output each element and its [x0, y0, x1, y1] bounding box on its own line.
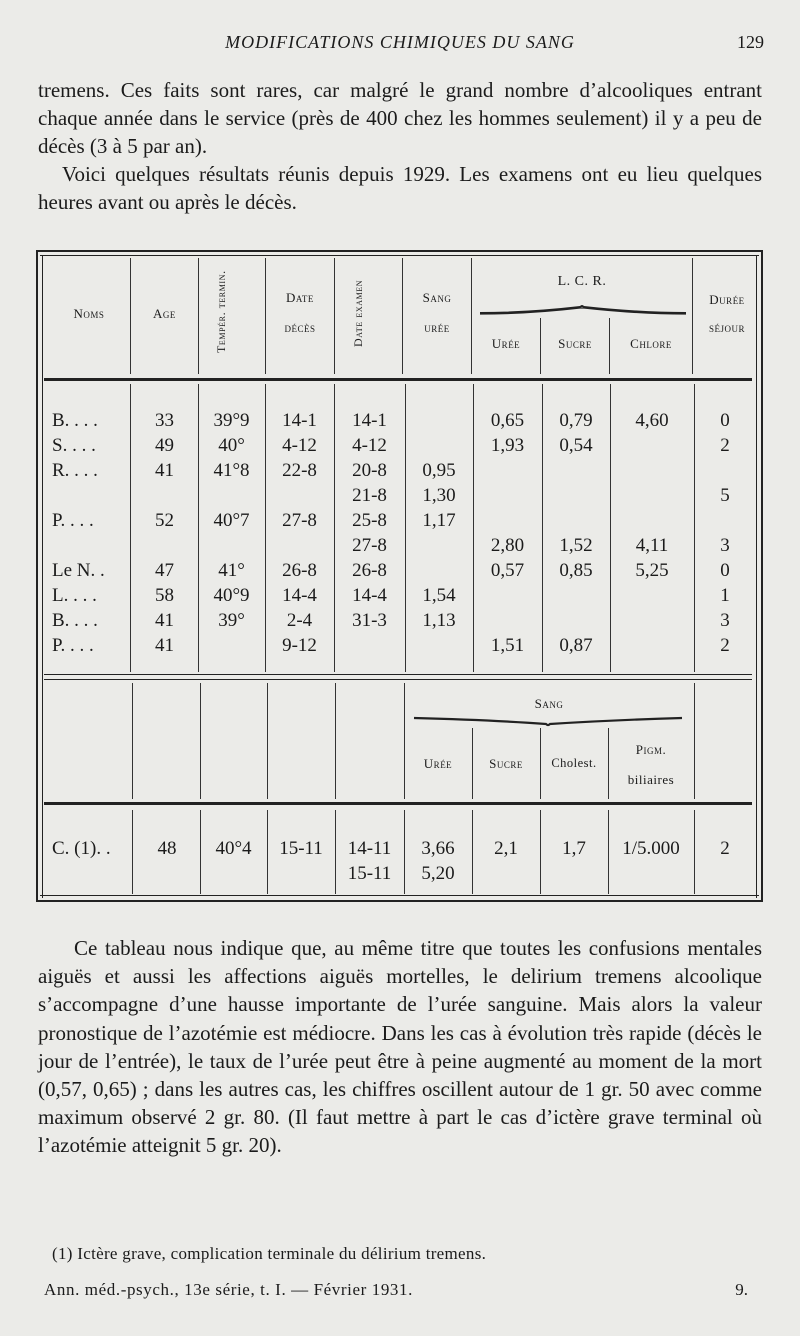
footnote: (1) Ictère grave, complication terminale du délirium tremens.: [52, 1244, 487, 1263]
cell-uree: 0,65: [490, 410, 525, 431]
cell-temp: 39°9: [213, 410, 250, 431]
row2-temp: 40°4: [215, 838, 252, 859]
row2-uree-2: 5,20: [421, 863, 455, 884]
cell-duree: 3: [720, 535, 730, 556]
table-border-top: [36, 250, 763, 252]
cell-sang: 1,30: [422, 485, 456, 506]
col-line: [694, 683, 695, 799]
col-line: [265, 258, 266, 374]
cell-deces: 27-8: [282, 510, 317, 531]
page-header: [0, 28, 800, 58]
header-lcr-chlore: Chlore: [630, 336, 672, 351]
col-line: [402, 258, 403, 374]
header-duree-1: Durée: [709, 292, 745, 307]
row2-deces: 15-11: [279, 838, 323, 859]
cell-age: 58: [155, 585, 174, 606]
cell-uree: 2,80: [490, 535, 525, 556]
col-line: [692, 258, 693, 374]
row2-duree: 2: [720, 838, 730, 859]
col-line: [608, 728, 609, 799]
cell-uree: 0,57: [490, 560, 525, 581]
header-sang-1: Sang: [422, 290, 452, 305]
table-border-left: [36, 250, 38, 902]
paragraph-intro: tremens. Ces faits sont rares, car malgré le grand nombre d’alcooliques entrant chaque année dans le service (près de 400 chez les hommes seulement) il y a peu de décès (3 à 5 par an).: [38, 78, 762, 158]
cell-duree: 2: [720, 435, 730, 456]
cell-duree: 2: [720, 635, 730, 656]
col-line: [334, 258, 335, 374]
cell-temp: 41°8: [213, 460, 250, 481]
cell-nom: Le N. .: [52, 560, 105, 581]
header-lcr: L. C. R.: [557, 274, 607, 289]
cell-chlore: 5,25: [635, 560, 669, 581]
footer-citation: Ann. méd.-psych., 13e série, t. I. — Février 1931.: [44, 1280, 413, 1299]
col-line: [335, 683, 336, 799]
cell-age: 41: [155, 635, 174, 656]
table-border-top-inner: [40, 255, 759, 256]
cell-examen: 14-4: [352, 585, 387, 606]
cell-examen: 20-8: [352, 460, 387, 481]
row2-pigm: 1/5.000: [622, 838, 680, 859]
cell-sucre: 0,54: [559, 435, 593, 456]
paragraph-conclusion: Ce tableau nous indique que, au même titre que toutes les confusions mentales aiguës et aussi les affections aiguës mortelles, le delirium tremens alcoolique s’accompagne d’une hausse importante de l’urée sanguine. Mais alors la valeur pronostique de l’azotémie est médiocre. Dans les cas à évolution très rapide (décès le jour de l’entrée), le taux de l’urée peut être à peine augmenté au moment de la mort (0,57, 0,65) ; dans les autres cas, les chiffres oscillent autour de 1 gr. 50 avec comme maximum observé 2 gr. 80. (Il faut mettre à part le cas d’ictère grave terminal où l’azotémie atteignit 5 gr. 20).: [38, 936, 762, 1158]
table-border-right: [761, 250, 763, 902]
row2-cholest: 1,7: [562, 838, 586, 859]
cell-age: 49: [155, 435, 174, 456]
cell-sucre: 0,87: [559, 635, 593, 656]
cell-nom: P. . . .: [52, 510, 94, 531]
header2-sang: Sang: [534, 696, 564, 711]
cell-nom: L. . . .: [52, 585, 97, 606]
cell-deces: 22-8: [282, 460, 317, 481]
cell-examen: 21-8: [352, 485, 387, 506]
cell-examen: 14-1: [352, 410, 387, 431]
cell-duree: 5: [720, 485, 730, 506]
cell-chlore: 4,60: [635, 410, 669, 431]
header2-sucre: Sucre: [489, 756, 523, 771]
sang-brace: [412, 712, 684, 728]
header2-uree: Urée: [423, 756, 453, 771]
header-lcr-uree: Urée: [491, 336, 521, 351]
row2-uree-1: 3,66: [421, 838, 455, 859]
row2-nom: C. (1). .: [52, 838, 111, 859]
col-line: [132, 810, 133, 894]
cell-nom: P. . . .: [52, 635, 94, 656]
col-line: [132, 683, 133, 799]
cell-temp: 41°: [218, 560, 245, 581]
section-separator-1: [44, 674, 752, 675]
row2-examen-1: 14-11: [347, 838, 392, 859]
cell-examen: 4-12: [352, 435, 387, 456]
section-separator-2: [44, 679, 752, 680]
cell-duree: 0: [720, 560, 730, 581]
cell-nom: S. . . .: [52, 435, 96, 456]
table-border-bottom-inner: [40, 895, 759, 896]
header-date-deces-2: décès: [284, 320, 316, 335]
header2-cholest: Cholest.: [551, 756, 597, 770]
cell-examen: 27-8: [352, 535, 387, 556]
cell-sucre: 0,85: [559, 560, 593, 581]
row2-examen-2: 15-11: [347, 863, 392, 884]
col-line: [267, 683, 268, 799]
col-line: [200, 683, 201, 799]
cell-duree: 0: [720, 410, 730, 431]
header-duree-2: séjour: [708, 320, 745, 335]
lcr-brace: [478, 304, 688, 318]
cell-age: 52: [155, 510, 174, 531]
cell-deces: 9-12: [282, 635, 317, 656]
header2-pigm-2: biliaires: [627, 772, 675, 787]
cell-deces: 14-4: [282, 585, 317, 606]
header-sang-2: urée: [424, 320, 450, 335]
table-border-right-inner: [756, 255, 757, 898]
cell-sucre: 0,79: [559, 410, 593, 431]
cell-temp: 39°: [218, 610, 245, 631]
header-lcr-sucre: Sucre: [558, 336, 592, 351]
footer-signature: 9.: [735, 1280, 748, 1299]
cell-examen: 25-8: [352, 510, 387, 531]
cell-deces: 14-1: [282, 410, 317, 431]
cell-uree: 1,51: [490, 635, 525, 656]
cell-examen: 31-3: [352, 610, 387, 631]
header-temperature: Tempér. termin.: [214, 270, 228, 354]
running-title: MODIFICATIONS CHIMIQUES DU SANG: [225, 32, 575, 52]
cell-duree: 3: [720, 610, 730, 631]
cell-sucre: 1,52: [559, 535, 593, 556]
header2-separator: [44, 802, 752, 805]
page-number: 129: [737, 32, 764, 52]
cell-temp: 40°7: [213, 510, 250, 531]
cell-duree: 1: [720, 585, 730, 606]
table-border-left-inner: [42, 255, 43, 898]
cell-age: 41: [155, 460, 174, 481]
header-noms: Noms: [73, 306, 105, 321]
cell-age: 47: [155, 560, 174, 581]
cell-temp: 40°9: [213, 585, 250, 606]
col-line: [198, 258, 199, 374]
cell-nom: B. . . .: [52, 410, 98, 431]
header2-pigm-1: Pigm.: [635, 742, 667, 757]
cell-uree: 1,93: [490, 435, 525, 456]
cell-nom: B. . . .: [52, 610, 98, 631]
cell-deces: 2-4: [286, 610, 313, 631]
cell-deces: 26-8: [282, 560, 317, 581]
cell-sang: 1,13: [422, 610, 456, 631]
header-separator: [44, 378, 752, 381]
cell-examen: 26-8: [352, 560, 387, 581]
header-date-deces-1: Date: [286, 290, 314, 305]
cell-sang: 0,95: [422, 460, 456, 481]
cell-deces: 4-12: [282, 435, 317, 456]
header-date-examen: Date examen: [351, 279, 365, 347]
cell-age: 33: [155, 410, 174, 431]
cell-age: 41: [155, 610, 174, 631]
cell-chlore: 4,11: [635, 535, 669, 556]
cell-nom: R. . . .: [52, 460, 98, 481]
row2-sucre: 2,1: [494, 838, 518, 859]
cell-sang: 1,17: [422, 510, 456, 531]
header-age: Age: [153, 306, 176, 321]
paragraph-results: Voici quelques résultats réunis depuis 1929. Les examens ont eu lieu quelques heures avant ou après le décès.: [38, 162, 762, 214]
row2-age: 48: [157, 838, 177, 859]
cell-sang: 1,54: [422, 585, 456, 606]
table-border-bottom: [36, 900, 763, 902]
cell-temp: 40°: [218, 435, 245, 456]
